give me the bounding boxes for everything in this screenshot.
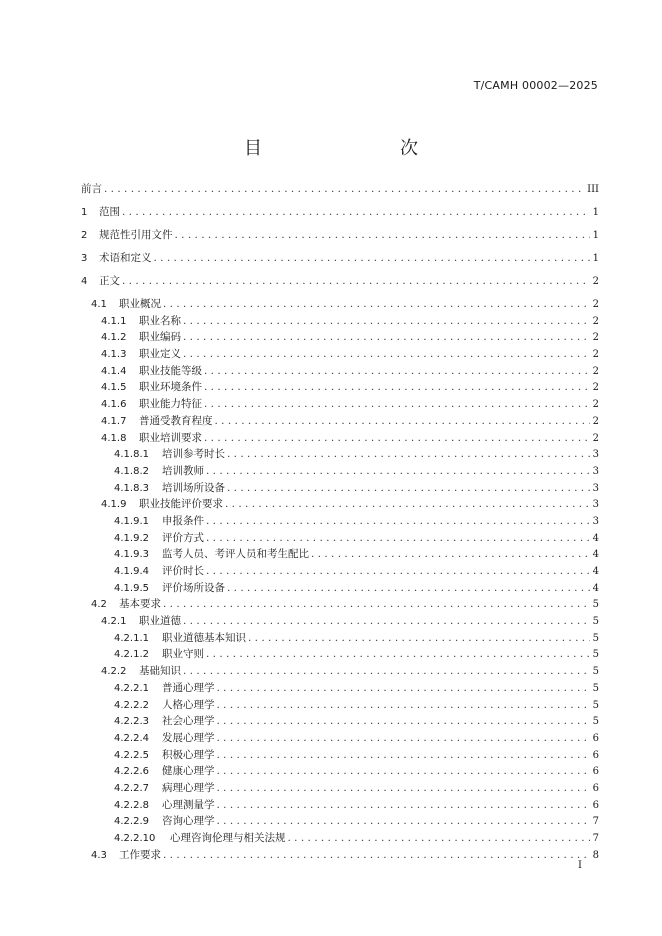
toc-entry-label: 监考人员、考评人员和考生配比 (162, 548, 309, 561)
toc-entry-page: 2 (592, 299, 599, 310)
toc-leader-dots (183, 663, 590, 680)
toc-entry[interactable] (81, 227, 599, 250)
toc-entry-label: 基础知识 (139, 665, 181, 678)
toc-leader-dots (206, 530, 590, 547)
toc-entry[interactable] (81, 697, 599, 714)
toc-entry-page: 1 (592, 253, 599, 264)
toc-entry-label: 评价方式 (162, 531, 204, 544)
toc-entry-label: 评价时长 (162, 565, 204, 577)
toc-entry-page: 4 (592, 549, 599, 561)
toc-entry-number: 4.1 (91, 299, 107, 310)
toc-entry[interactable] (81, 713, 599, 730)
toc-entry-page: 6 (592, 749, 599, 761)
toc-entry-page: 5 (592, 599, 599, 611)
toc-entry-number: 4.2.2.9 (114, 816, 149, 828)
toc-entry-label: 心理咨询伦理与相关法规 (170, 832, 286, 844)
toc-leader-dots (227, 480, 590, 497)
toc-entry-number: 4.1.8.3 (114, 482, 149, 494)
toc-entry[interactable] (81, 181, 599, 204)
toc-entry-label: 职业概况 (119, 298, 161, 310)
toc-entry[interactable] (81, 747, 599, 764)
toc-leader-dots (217, 813, 590, 830)
toc-entry-label: 职业道德 (139, 615, 181, 628)
toc-entry-label: 普通心理学 (162, 681, 215, 694)
toc-entry-page: 5 (592, 682, 599, 694)
toc-leader-dots (206, 463, 590, 480)
toc-entry[interactable] (81, 563, 599, 580)
toc-entry-label: 健康心理学 (162, 765, 215, 778)
toc-entry-label: 工作要求 (119, 848, 161, 861)
toc-entry-label: 发展心理学 (162, 731, 215, 744)
toc-entry-page: III (587, 184, 599, 195)
toc-entry[interactable] (81, 580, 599, 597)
toc-entry-number: 4.1.8.2 (114, 465, 149, 477)
toc-entry-number: 4.1.9.2 (114, 532, 149, 544)
toc-entry-number: 4.1.3 (101, 349, 127, 361)
toc-entry-page: 2 (592, 315, 599, 327)
toc-entry-label: 评价场所设备 (162, 581, 225, 594)
toc-entry-label: 前言 (81, 183, 102, 195)
toc-leader-dots (183, 613, 590, 630)
toc-entry-label: 规范性引用文件 (99, 229, 173, 241)
toc-entry-number: 4.2.2 (101, 666, 127, 678)
toc-leader-dots (248, 630, 590, 647)
toc-entry-page: 3 (592, 499, 599, 511)
toc-entry-label: 职业培训要求 (139, 431, 202, 444)
toc-entry[interactable] (81, 813, 599, 830)
toc-leader-dots (183, 346, 590, 363)
toc-leader-dots (183, 313, 590, 330)
toc-entry[interactable] (81, 413, 599, 430)
toc-entry-page: 7 (592, 816, 599, 828)
toc-entry[interactable] (81, 296, 599, 313)
toc-entry-label: 培训教师 (162, 464, 204, 477)
toc-entry-label: 病理心理学 (162, 781, 215, 794)
toc-leader-dots (122, 204, 590, 221)
toc-entry-number: 4.1.1 (101, 315, 127, 327)
toc-entry-label: 社会心理学 (162, 715, 215, 728)
toc-entry-number: 4.2.1.2 (114, 649, 149, 661)
toc-entry[interactable] (81, 496, 599, 513)
table-of-contents (81, 181, 599, 863)
toc-entry-number: 2 (81, 230, 88, 241)
toc-leader-dots (175, 227, 590, 244)
toc-entry-number: 4.2 (91, 599, 107, 611)
toc-entry-page: 2 (592, 399, 599, 411)
toc-title: 目 次 (244, 138, 452, 159)
toc-leader-dots (163, 847, 590, 864)
toc-entry-page: 5 (592, 666, 599, 678)
toc-entry-number: 1 (81, 207, 88, 218)
toc-entry-number: 4.2.2.3 (114, 716, 149, 728)
toc-entry-number: 4.2.2.5 (114, 749, 149, 761)
toc-entry-page: 2 (592, 382, 599, 394)
toc-entry-number: 4.1.8 (101, 432, 127, 444)
toc-entry[interactable] (81, 480, 599, 497)
toc-entry[interactable] (81, 613, 599, 630)
toc-entry-page: 3 (592, 482, 599, 494)
toc-entry-number: 4 (81, 276, 88, 287)
toc-leader-dots (215, 413, 590, 430)
toc-entry-page: 8 (592, 849, 599, 861)
toc-leader-dots (217, 797, 590, 814)
toc-entry-page: 4 (592, 532, 599, 544)
toc-entry-page: 7 (592, 833, 599, 844)
toc-leader-dots (206, 646, 590, 663)
toc-entry[interactable] (81, 763, 599, 780)
toc-entry-page: 6 (592, 799, 599, 811)
toc-entry-page: 3 (592, 515, 599, 527)
toc-leader-dots (217, 747, 590, 764)
toc-entry-label: 职业技能等级 (139, 364, 202, 377)
toc-entry[interactable] (81, 346, 599, 363)
toc-entry-number: 4.2.2.2 (114, 699, 149, 711)
toc-entry-label: 积极心理学 (162, 748, 215, 761)
toc-entry-label: 普通受教育程度 (139, 414, 213, 427)
toc-leader-dots (225, 496, 590, 513)
toc-leader-dots (183, 329, 590, 346)
toc-entry[interactable] (81, 546, 599, 563)
toc-entry-number: 4.1.2 (101, 332, 127, 344)
toc-entry-label: 职业名称 (139, 314, 181, 327)
toc-entry-number: 4.1.9.5 (114, 582, 149, 594)
toc-leader-dots (217, 730, 590, 747)
toc-entry[interactable] (81, 379, 599, 396)
toc-leader-dots (227, 580, 590, 597)
toc-entry-number: 4.2.2.10 (114, 833, 156, 844)
toc-leader-dots (311, 546, 590, 563)
toc-leader-dots (217, 680, 590, 697)
toc-leader-dots (204, 396, 590, 413)
toc-entry-number: 4.1.5 (101, 382, 127, 394)
toc-entry[interactable] (81, 730, 599, 747)
toc-entry-label: 人格心理学 (162, 698, 215, 711)
toc-entry-page: 6 (592, 732, 599, 744)
toc-entry-number: 4.2.2.6 (114, 766, 149, 778)
toc-entry-label: 范围 (99, 206, 120, 218)
toc-entry-page: 3 (592, 449, 599, 461)
toc-leader-dots (217, 763, 590, 780)
toc-entry[interactable] (81, 250, 599, 273)
toc-leader-dots (154, 250, 590, 267)
toc-entry-page: 2 (592, 349, 599, 361)
toc-entry-number: 4.2.2.1 (114, 682, 149, 694)
toc-entry[interactable] (81, 396, 599, 413)
toc-entry-label: 咨询心理学 (162, 815, 215, 828)
toc-leader-dots (288, 830, 590, 847)
toc-entry-page: 5 (592, 699, 599, 711)
toc-entry-number: 4.1.9.3 (114, 549, 149, 561)
toc-entry[interactable] (81, 680, 599, 697)
toc-entry-page: 5 (592, 716, 599, 728)
toc-entry-number: 4.2.2.7 (114, 782, 149, 794)
toc-entry[interactable] (81, 847, 599, 864)
toc-entry-number: 4.1.6 (101, 399, 127, 411)
toc-entry-page: 5 (592, 649, 599, 661)
toc-entry-page: 2 (592, 332, 599, 344)
toc-entry[interactable] (81, 797, 599, 814)
toc-entry-number: 4.1.8.1 (114, 449, 149, 461)
toc-entry[interactable] (81, 463, 599, 480)
toc-entry-number: 4.1.4 (101, 365, 127, 377)
toc-entry[interactable] (81, 830, 599, 847)
toc-entry-label: 职业技能评价要求 (139, 498, 223, 511)
toc-entry-label: 培训参考时长 (162, 448, 225, 461)
toc-leader-dots (206, 563, 590, 580)
toc-entry[interactable] (81, 430, 599, 447)
toc-leader-dots (217, 780, 590, 797)
toc-entry-label: 职业环境条件 (139, 381, 202, 394)
toc-leader-dots (217, 713, 590, 730)
toc-leader-dots (204, 430, 590, 447)
toc-entry-number: 4.1.9.4 (114, 566, 149, 577)
toc-entry-page: 6 (592, 766, 599, 778)
toc-entry[interactable] (81, 530, 599, 547)
toc-entry-number: 3 (81, 253, 88, 264)
toc-entry[interactable] (81, 646, 599, 663)
toc-entry-page: 2 (592, 432, 599, 444)
toc-leader-dots (163, 296, 590, 313)
toc-entry[interactable] (81, 630, 599, 647)
toc-leader-dots (163, 596, 590, 613)
toc-entry-label: 培训场所设备 (162, 481, 225, 494)
toc-entry-page: 2 (592, 276, 599, 287)
toc-entry-label: 正文 (99, 275, 120, 287)
toc-entry[interactable] (81, 313, 599, 330)
toc-entry-page: 2 (592, 365, 599, 377)
toc-entry[interactable] (81, 204, 599, 227)
toc-leader-dots (104, 181, 584, 198)
toc-leader-dots (204, 379, 590, 396)
toc-entry-page: 1 (592, 230, 599, 241)
toc-entry[interactable] (81, 446, 599, 463)
toc-entry-page: 2 (592, 415, 599, 427)
toc-entry-label: 基本要求 (119, 598, 161, 611)
toc-entry[interactable] (81, 273, 599, 296)
toc-entry-label: 职业编码 (139, 331, 181, 344)
toc-entry-number: 4.2.1.1 (114, 632, 149, 644)
toc-entry-label: 申报条件 (162, 514, 204, 527)
toc-leader-dots (217, 697, 590, 714)
toc-leader-dots (227, 446, 590, 463)
toc-leader-dots (204, 363, 590, 380)
document-code: T/CAMH 00002—2025 (473, 79, 598, 92)
toc-entry[interactable] (81, 780, 599, 797)
toc-entry-number: 4.1.7 (101, 415, 127, 427)
toc-entry-number: 4.2.1 (101, 616, 127, 628)
toc-entry-label: 职业道德基本知识 (162, 631, 246, 644)
toc-entry-page: 1 (592, 207, 599, 218)
toc-entry[interactable] (81, 596, 599, 613)
toc-entry-number: 4.2.2.8 (114, 799, 149, 811)
toc-entry-label: 职业能力特征 (139, 398, 202, 411)
page-number: I (578, 860, 582, 871)
toc-entry[interactable] (81, 663, 599, 680)
toc-entry[interactable] (81, 513, 599, 530)
toc-entry-page: 6 (592, 782, 599, 794)
toc-entry-page: 5 (592, 632, 599, 644)
toc-leader-dots (206, 513, 590, 530)
toc-entry[interactable] (81, 363, 599, 380)
toc-entry-number: 4.1.9.1 (114, 515, 149, 527)
toc-entry-page: 4 (592, 582, 599, 594)
toc-entry-label: 职业守则 (162, 648, 204, 661)
toc-entry-label: 术语和定义 (99, 252, 152, 264)
toc-entry-number: 4.2.2.4 (114, 732, 149, 744)
toc-entry-label: 职业定义 (139, 348, 181, 361)
toc-entry-page: 3 (592, 465, 599, 477)
toc-entry-number: 4.3 (91, 849, 107, 861)
toc-entry-label: 心理测量学 (162, 798, 215, 811)
toc-entry[interactable] (81, 329, 599, 346)
toc-leader-dots (122, 273, 590, 290)
toc-entry-page: 4 (592, 566, 599, 577)
toc-entry-page: 5 (592, 616, 599, 628)
toc-entry-number: 4.1.9 (101, 499, 127, 511)
